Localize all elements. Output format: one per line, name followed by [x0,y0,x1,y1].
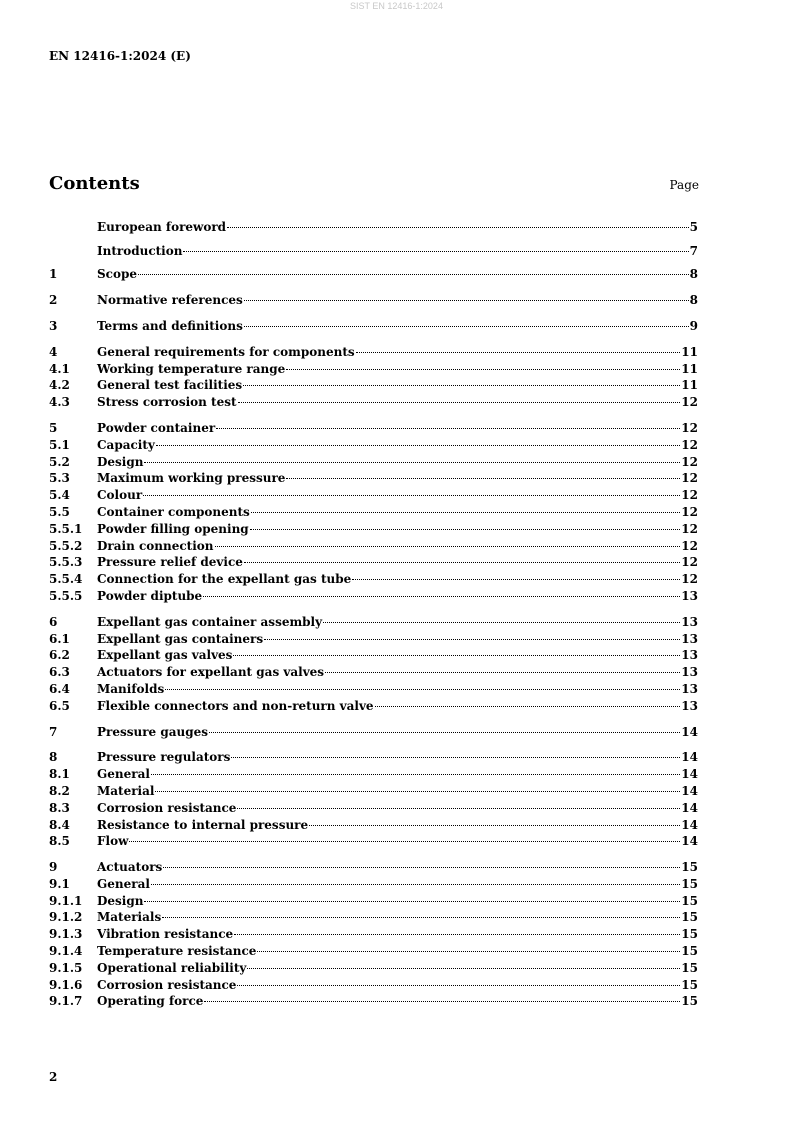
toc-leader-dots [243,287,690,304]
toc-entry-page: 12 [681,572,698,587]
toc-entry-number: 8.4 [49,817,70,832]
toc-entry-number: 6.1 [49,631,70,646]
toc-entry-title: Vibration resistance [97,927,234,942]
toc-entry-number: 5.5 [49,504,70,519]
toc-entry-title: Actuators for expellant gas valves [97,665,325,680]
toc-entry-title: Drain connection [97,538,214,553]
toc-leader-dots [263,626,681,643]
toc-entry[interactable] [49,214,698,234]
toc-entry-page: 12 [681,420,698,435]
toc-entry-page: 13 [681,681,698,696]
toc-entry-page: 15 [681,893,698,908]
toc-leader-dots [236,795,681,812]
toc-entry-number: 9.1.2 [49,910,83,925]
toc-entry-number: 9.1.3 [49,927,83,942]
toc-group [49,214,698,234]
toc-entry-page: 14 [681,817,698,832]
toc-entry-number: 5.5.3 [49,555,83,570]
contents-title: Contents [49,173,140,194]
toc-entry-number: 8 [49,750,58,765]
toc-entry[interactable] [49,262,698,282]
toc-entry-title: Flow [97,834,129,849]
toc-entry-page: 7 [689,243,698,258]
toc-entry-number: 9.1.1 [49,893,83,908]
toc-entry[interactable] [49,609,698,629]
toc-entry-number: 8.5 [49,834,70,849]
toc-entry-page: 14 [681,834,698,849]
toc-entry-number: 8.3 [49,800,70,815]
toc-entry-number: 5.5.4 [49,572,83,587]
toc-leader-dots [230,745,681,762]
toc-group [49,287,698,308]
toc-entry-page: 15 [681,876,698,891]
toc-entry-number: 5.2 [49,454,70,469]
toc-entry-title: Pressure relief device [97,555,243,570]
toc-entry-number: 9.1.5 [49,960,83,975]
toc-entry-page: 15 [681,994,698,1009]
toc-entry[interactable] [49,905,698,925]
toc-entry[interactable] [49,238,698,258]
toc-entry-page: 13 [681,588,698,603]
toc-leader-dots [128,829,681,846]
toc-leader-dots [242,373,681,390]
toc-entry-title: Scope [97,267,138,282]
toc-group [49,415,698,603]
toc-entry-title: General test facilities [97,378,243,393]
toc-leader-dots [150,761,681,778]
toc-entry[interactable] [49,888,698,908]
toc-entry-number: 6.4 [49,681,70,696]
toc-entry-title: Corrosion resistance [97,977,237,992]
toc-entry[interactable] [49,854,698,875]
toc-leader-dots [143,888,681,905]
toc-entry[interactable] [49,719,698,739]
toc-entry-title: Powder diptube [97,588,203,603]
toc-entry[interactable] [49,499,698,519]
toc-leader-dots [232,643,681,660]
toc-entry-title: Pressure gauges [97,724,209,739]
toc-entry-page: 11 [681,361,698,376]
toc-entry-page: 12 [681,521,698,536]
toc-entry-title: European foreword [97,219,227,234]
toc-leader-dots [285,466,681,483]
toc-group [49,745,698,849]
toc-entry[interactable] [49,829,698,849]
toc-entry-page: 15 [681,944,698,959]
toc-leader-dots [161,905,681,922]
toc-leader-dots [137,262,690,279]
page-number: 2 [49,1070,58,1084]
toc-leader-dots [374,693,682,710]
toc-entry-title: Material [97,783,155,798]
toc-entry-number: 6.3 [49,665,70,680]
toc-entry-number: 6 [49,614,58,629]
toc-entry-title: Powder container [97,420,216,435]
toc-entry-title: Expellant gas container assembly [97,614,323,629]
toc-leader-dots [214,533,682,550]
toc-entry-page: 13 [681,648,698,663]
toc-entry-number: 8.2 [49,783,70,798]
toc-entry-title: Introduction [97,243,183,258]
toc-group [49,313,698,333]
toc-entry-page: 12 [681,395,698,410]
watermark: SIST EN 12416-1:2024 [350,1,443,11]
toc-leader-dots [285,356,681,373]
document-id: EN 12416-1:2024 (E) [49,49,191,63]
toc-leader-dots [246,955,681,972]
toc-entry-number: 5 [49,420,58,435]
toc-entry-page: 15 [681,927,698,942]
toc-leader-dots [256,938,681,955]
toc-entry-page: 15 [681,910,698,925]
toc-entry-page: 14 [681,724,698,739]
toc-leader-dots [202,583,681,600]
toc-entry-number: 4.3 [49,395,70,410]
toc-entry-number: 6.2 [49,648,70,663]
toc-entry-title: General [97,876,150,891]
toc-group [49,854,698,1009]
toc-entry-page: 14 [681,750,698,765]
toc-entry-number: 9.1 [49,876,70,891]
toc-entry-number: 5.1 [49,437,70,452]
toc-entry[interactable] [49,449,698,469]
table-of-contents [49,214,698,1014]
toc-leader-dots [155,432,681,449]
toc-entry-title: Design [97,454,144,469]
toc-entry-title: General [97,767,150,782]
toc-entry-number: 5.4 [49,488,70,503]
toc-entry-title: Colour [97,488,143,503]
toc-entry-page: 13 [681,698,698,713]
toc-entry-number: 1 [49,267,58,282]
toc-entry-title: Manifolds [97,681,165,696]
toc-entry-number: 5.5.1 [49,521,83,536]
toc-entry-title: Temperature resistance [97,944,257,959]
toc-leader-dots [182,238,689,255]
toc-entry-number: 5.5.5 [49,588,83,603]
toc-entry-number: 2 [49,293,58,308]
toc-group [49,609,698,713]
toc-leader-dots [143,449,681,466]
toc-leader-dots [150,871,681,888]
toc-entry-number: 4.2 [49,378,70,393]
toc-entry[interactable] [49,287,698,308]
toc-entry-title: Terms and definitions [97,318,243,333]
toc-entry-title: Pressure regulators [97,750,231,765]
toc-entry-page: 14 [681,800,698,815]
toc-entry-title: Maximum working pressure [97,471,286,486]
toc-leader-dots [243,313,690,330]
toc-leader-dots [243,550,681,567]
toc-entry-number: 3 [49,318,58,333]
toc-entry-page: 13 [681,631,698,646]
toc-entry-page: 12 [681,488,698,503]
toc-entry[interactable] [49,466,698,486]
toc-entry-page: 5 [689,219,698,234]
toc-entry-title: Capacity [97,437,155,452]
toc-leader-dots [215,415,681,432]
toc-leader-dots [355,339,682,356]
toc-entry-title: General requirements for components [97,344,355,359]
toc-entry-page: 13 [681,665,698,680]
toc-leader-dots [351,566,681,583]
toc-leader-dots [322,609,681,626]
toc-leader-dots [236,972,681,989]
toc-leader-dots [154,778,681,795]
toc-entry-number: 6.5 [49,698,70,713]
toc-entry-title: Container components [97,504,250,519]
toc-entry-page: 15 [681,860,698,875]
toc-entry-page: 15 [681,977,698,992]
toc-entry-page: 8 [689,267,698,282]
toc-leader-dots [164,676,681,693]
page-column-label: Page [669,178,699,192]
toc-entry[interactable] [49,745,698,765]
toc-entry-title: Powder filling opening [97,521,249,536]
toc-entry-title: Expellant gas containers [97,631,264,646]
toc-entry-title: Connection for the expellant gas tube [97,572,352,587]
toc-entry-number: 8.1 [49,767,70,782]
toc-entry-page: 13 [681,614,698,629]
toc-leader-dots [226,214,690,231]
toc-entry-page: 11 [681,378,698,393]
toc-leader-dots [162,854,681,871]
toc-entry-title: Stress corrosion test [97,395,237,410]
toc-entry-number: 7 [49,724,58,739]
toc-entry[interactable] [49,313,698,333]
toc-leader-dots [308,812,681,829]
toc-entry-page: 8 [689,293,698,308]
toc-entry-number: 4.1 [49,361,70,376]
toc-entry-title: Operational reliability [97,960,247,975]
toc-entry-title: Resistance to internal pressure [97,817,309,832]
toc-entry-page: 12 [681,555,698,570]
toc-entry-page: 15 [681,960,698,975]
toc-entry-number: 5.3 [49,471,70,486]
toc-leader-dots [203,989,681,1006]
toc-entry-page: 11 [681,344,698,359]
toc-entry-number: 9.1.7 [49,994,83,1009]
toc-entry-page: 9 [689,318,698,333]
toc-group [49,238,698,258]
toc-leader-dots [324,659,681,676]
toc-entry-number: 9.1.4 [49,944,83,959]
toc-entry-page: 12 [681,454,698,469]
toc-entry-number: 4 [49,344,58,359]
toc-entry-title: Flexible connectors and non-return valve [97,698,374,713]
toc-leader-dots [249,516,682,533]
toc-entry-page: 12 [681,471,698,486]
toc-group [49,719,698,739]
toc-entry-title: Working temperature range [97,361,286,376]
toc-leader-dots [250,499,681,516]
toc-entry-page: 12 [681,504,698,519]
toc-leader-dots [142,482,681,499]
toc-entry-number: 5.5.2 [49,538,83,553]
toc-leader-dots [237,389,682,406]
toc-entry-number: 9 [49,860,58,875]
toc-entry-page: 14 [681,767,698,782]
toc-entry-title: Expellant gas valves [97,648,233,663]
toc-entry[interactable] [49,415,698,435]
toc-entry-title: Corrosion resistance [97,800,237,815]
toc-entry-title: Normative references [97,293,243,308]
toc-entry-title: Operating force [97,994,204,1009]
toc-leader-dots [208,719,681,736]
toc-leader-dots [233,921,681,938]
toc-entry-title: Materials [97,910,162,925]
contents-heading [49,173,699,197]
toc-entry-title: Actuators [97,860,163,875]
toc-entry-number: 9.1.6 [49,977,83,992]
toc-group [49,339,698,410]
toc-entry[interactable] [49,339,698,359]
toc-entry-page: 12 [681,437,698,452]
toc-group [49,262,698,282]
toc-entry-title: Design [97,893,144,908]
toc-entry-page: 12 [681,538,698,553]
toc-entry[interactable] [49,482,698,503]
toc-entry-page: 14 [681,783,698,798]
